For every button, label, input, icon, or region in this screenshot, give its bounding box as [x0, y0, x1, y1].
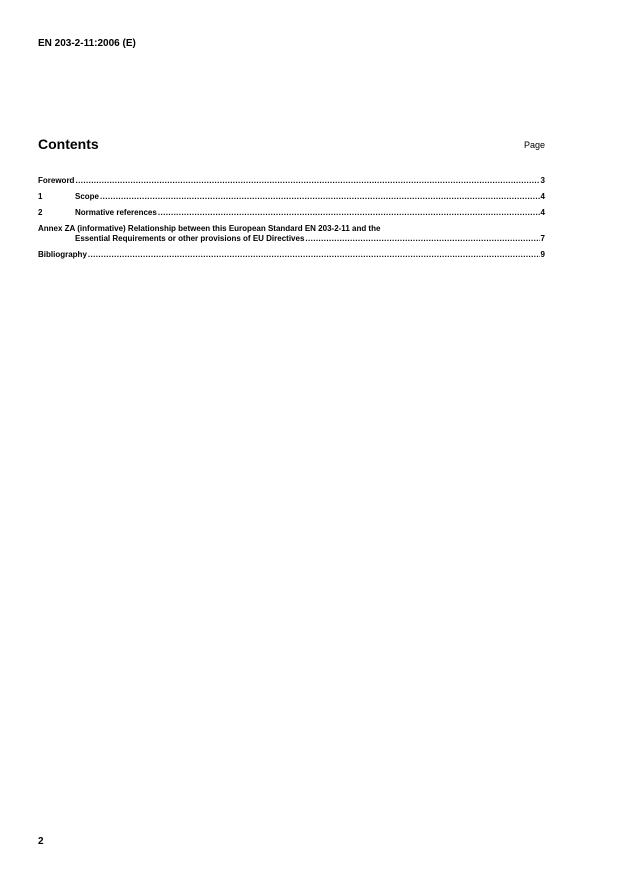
toc-entry-page: 3 — [540, 176, 545, 185]
toc-entry-label: Normative references — [75, 208, 157, 217]
toc-entry-label: Foreword — [38, 176, 75, 185]
dot-leader — [75, 176, 539, 186]
toc-entry-annex-za[interactable] — [38, 224, 545, 244]
document-identifier: EN 203-2-11:2006 (E) — [38, 38, 136, 49]
toc-annex-line2-label: Essential Requirements or other provisions of EU Directives — [75, 234, 305, 243]
dot-leader — [100, 192, 540, 202]
toc-entry-scope[interactable] — [38, 192, 545, 202]
toc-entry-foreword[interactable] — [38, 176, 545, 186]
toc-entry-page: 4 — [540, 192, 545, 201]
page-column-label: Page — [523, 140, 545, 150]
toc-annex-line1: Annex ZA (informative) Relationship between this European Standard EN 203-2-11 and the — [38, 224, 381, 233]
dot-leader — [158, 208, 540, 218]
toc-entry-page: 4 — [540, 208, 545, 217]
toc-entry-page: 7 — [540, 234, 545, 243]
toc-entry-normative-references[interactable] — [38, 208, 545, 218]
toc-entry-bibliography[interactable] — [38, 250, 545, 260]
table-of-contents — [38, 176, 545, 266]
toc-entry-page: 9 — [540, 250, 545, 259]
dot-leader — [88, 250, 540, 260]
toc-annex-line2 — [38, 234, 545, 244]
page-number: 2 — [38, 836, 44, 847]
toc-entry-number: 2 — [38, 208, 43, 217]
toc-entry-label: Bibliography — [38, 250, 87, 259]
dot-leader — [305, 234, 539, 244]
contents-header — [38, 136, 545, 156]
toc-entry-number: 1 — [38, 192, 43, 201]
toc-entry-label: Scope — [75, 192, 100, 201]
contents-title: Contents — [38, 136, 99, 152]
